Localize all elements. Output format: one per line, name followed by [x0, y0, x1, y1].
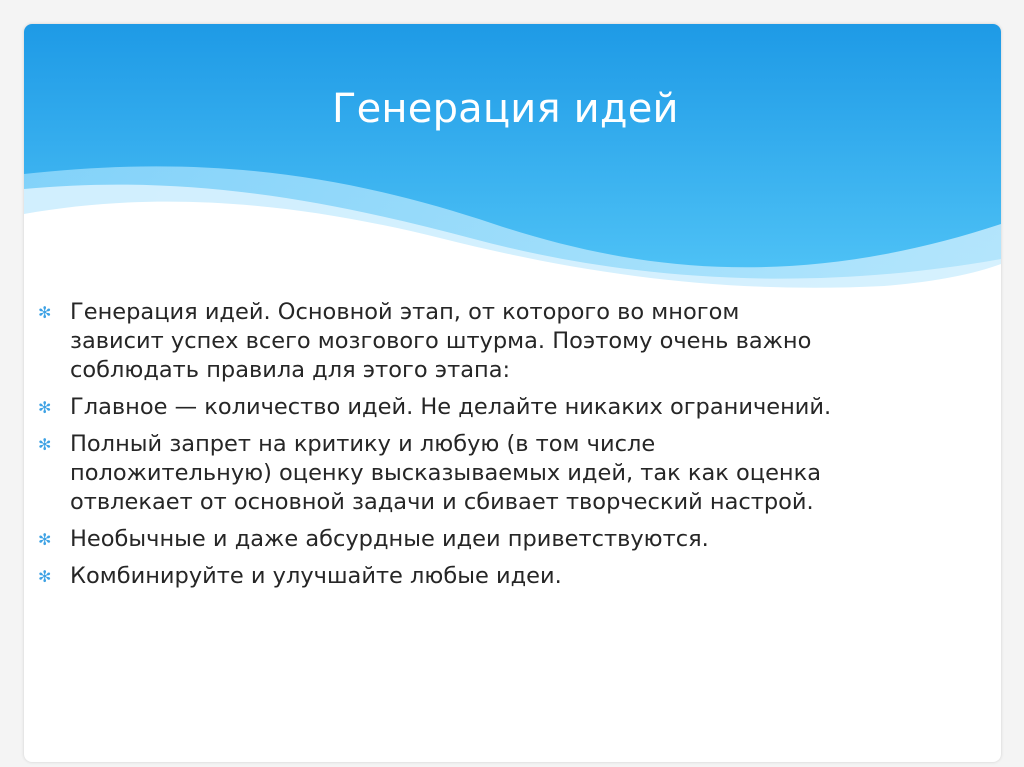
asterisk-bullet-icon: ✻	[38, 567, 52, 586]
wave-header-graphic	[24, 24, 1001, 294]
bullet-text: Полный запрет на критику и любую (в том числе положительную) оценку высказываемых идей, так как оценка отвлекает от основной задачи и сбивает творческий настрой.	[70, 431, 822, 515]
asterisk-bullet-icon: ✻	[38, 435, 52, 454]
bullet-list	[36, 298, 976, 599]
bullet-text: Комбинируйте и улучшайте любые идеи.	[70, 563, 562, 589]
asterisk-bullet-icon: ✻	[38, 303, 52, 322]
bullet-item	[36, 430, 976, 517]
bullet-item	[36, 298, 976, 385]
bullet-text: Главное — количество идей. Не делайте никаких ограничений.	[70, 394, 832, 420]
slide	[24, 24, 1001, 762]
bullet-text: Необычные и даже абсурдные идеи приветствуются.	[70, 526, 709, 552]
bullet-item	[36, 562, 976, 591]
slide-title: Генерация идей	[332, 86, 679, 132]
asterisk-bullet-icon: ✻	[38, 398, 52, 417]
asterisk-bullet-icon: ✻	[38, 530, 52, 549]
bullet-item	[36, 525, 976, 554]
bullet-text: Генерация идей. Основной этап, от которого во многом зависит успех всего мозгового штурма. Поэтому очень важно соблюдать правила для этого этапа:	[70, 299, 812, 383]
bullet-item	[36, 393, 976, 422]
